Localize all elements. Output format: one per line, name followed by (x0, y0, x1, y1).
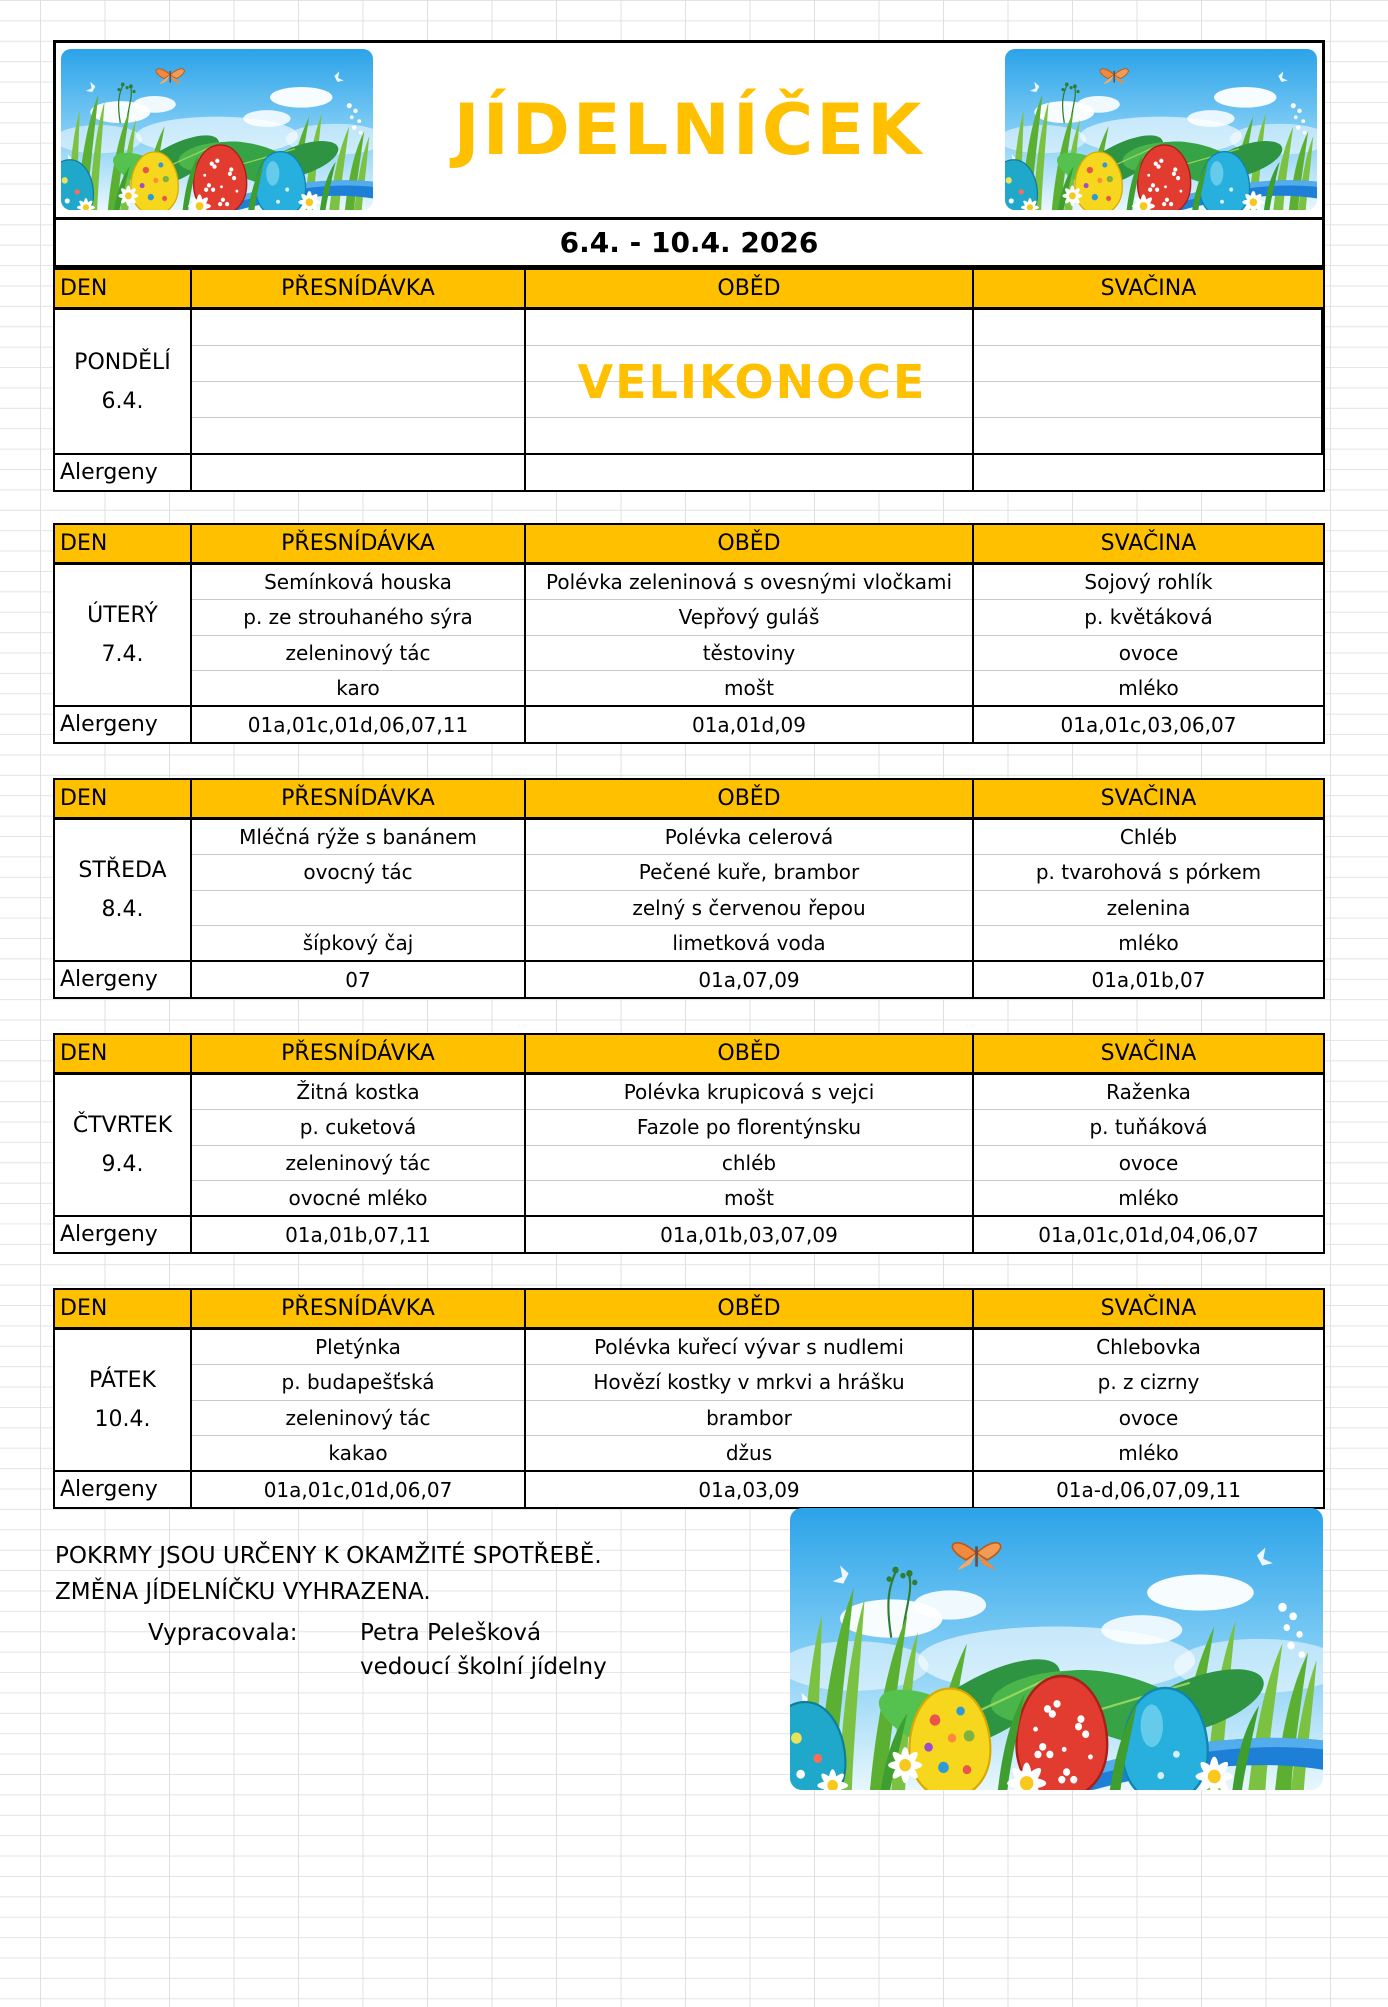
lunch-cell (526, 820, 974, 960)
column-header-obed: OBĚD (526, 525, 974, 562)
menu-table-monday (53, 268, 1325, 492)
menu-table-wednesday (53, 778, 1325, 999)
day-cell-monday (55, 310, 192, 453)
menu-item: zelný s červenou řepou (526, 890, 972, 925)
prepared-by-role: vedoucí školní jídelny (360, 1654, 607, 1680)
allergens-label: Alergeny (55, 707, 192, 742)
easter-banner-image-right (1005, 49, 1317, 210)
column-header-den: DEN (55, 780, 192, 817)
column-header-svacina: SVAČINA (1100, 786, 1197, 811)
column-header-presnidavka: PŘESNÍDÁVKA (192, 1290, 526, 1327)
menu-item: Raženka (1106, 1080, 1191, 1105)
column-header-svacina: SVAČINA (1100, 1296, 1197, 1321)
column-header-presnidavka: PŘESNÍDÁVKA (192, 525, 526, 562)
day-name: PONDĚLÍ (74, 349, 171, 375)
allergen-value: 01a,07,09 (526, 962, 974, 997)
column-header-presnidavka: PŘESNÍDÁVKA (192, 270, 526, 307)
column-header-svacina: SVAČINA (1100, 1041, 1197, 1066)
column-header-obed: OBĚD (526, 1290, 974, 1327)
menu-item: ovocné mléko (192, 1180, 524, 1215)
menu-item: limetková voda (526, 925, 972, 960)
menu-item: Semínková houska (264, 570, 452, 595)
day-name: ÚTERÝ (87, 603, 158, 628)
menu-item: zeleninový tác (192, 1400, 524, 1435)
allergens-label: Alergeny (55, 962, 192, 997)
menu-item: p. květáková (974, 599, 1323, 634)
menu-item: p. cuketová (192, 1109, 524, 1144)
menu-item: mošt (526, 1180, 972, 1215)
allergen-value: 07 (192, 962, 526, 997)
easter-banner-image-bottom (790, 1508, 1323, 1790)
menu-item: p. tvarohová s pórkem (974, 854, 1323, 889)
table-header-row (55, 270, 1323, 310)
menu-item: Sojový rohlík (1084, 570, 1213, 595)
column-header-svacina: SVAČINA (1100, 276, 1197, 301)
menu-item: Žitná kostka (296, 1080, 420, 1105)
menu-item: džus (526, 1435, 972, 1470)
menu-item: Fazole po florentýnsku (526, 1109, 972, 1144)
column-header-den: DEN (55, 525, 192, 562)
snack-am-cell (192, 310, 526, 453)
allergen-value: 01a,03,09 (526, 1472, 974, 1507)
allergen-value: 01a,01c,03,06,07 (1060, 712, 1237, 737)
menu-item: ovoce (974, 1145, 1323, 1180)
allergen-value (192, 455, 526, 490)
day-date: 10.4. (94, 1407, 151, 1432)
day-cell-tuesday (55, 565, 192, 705)
menu-table-friday (53, 1288, 1325, 1509)
menu-item: zelenina (974, 890, 1323, 925)
lunch-cell (526, 565, 974, 705)
allergens-row (55, 960, 1323, 997)
menu-item: zeleninový tác (192, 1145, 524, 1180)
snack-pm-cell (974, 1075, 1323, 1215)
allergens-row (55, 453, 1323, 490)
menu-item: Pečené kuře, brambor (526, 854, 972, 889)
menu-item: těstoviny (526, 635, 972, 670)
menu-item: Hovězí kostky v mrkvi a hrášku (526, 1364, 972, 1399)
menu-item: Pletýnka (315, 1335, 401, 1360)
menu-item: Polévka krupicová s vejci (623, 1080, 875, 1105)
day-date: 6.4. (101, 388, 144, 414)
menu-item: ovoce (974, 635, 1323, 670)
day-cell-thursday (55, 1075, 192, 1215)
menu-item: Chléb (1119, 825, 1178, 850)
allergen-value: 01a,01c,01d,04,06,07 (1038, 1222, 1259, 1247)
menu-item: mléko (974, 1180, 1323, 1215)
menu-item: Chlebovka (1096, 1335, 1201, 1360)
allergen-value: 01a-d,06,07,09,11 (1056, 1477, 1241, 1502)
column-header-obed: OBĚD (526, 780, 974, 817)
menu-item: mošt (526, 670, 972, 705)
day-name: PÁTEK (89, 1368, 156, 1393)
allergen-value: 01a,01b,03,07,09 (526, 1217, 974, 1252)
allergens-row (55, 705, 1323, 742)
snack-am-cell (192, 1075, 526, 1215)
menu-item: chléb (526, 1145, 972, 1180)
day-date: 9.4. (101, 1152, 144, 1177)
menu-item: mléko (974, 925, 1323, 960)
footer-note-line1: POKRMY JSOU URČENY K OKAMŽITÉ SPOTŘEBĚ. (55, 1543, 602, 1569)
table-header-row (55, 780, 1323, 820)
snack-pm-cell (974, 565, 1323, 705)
column-header-obed: OBĚD (526, 1035, 974, 1072)
date-range: 6.4. - 10.4. 2026 (53, 220, 1325, 268)
allergen-value: 01a,01b,07 (1091, 967, 1206, 992)
allergen-value: 01a,01c,01d,06,07 (192, 1472, 526, 1507)
table-header-row (55, 1035, 1323, 1075)
menu-item: brambor (526, 1400, 972, 1435)
menu-item: p. ze strouhaného sýra (192, 599, 524, 634)
lunch-cell (526, 1075, 974, 1215)
menu-table-tuesday (53, 523, 1325, 744)
menu-item: kakao (192, 1435, 524, 1470)
snack-pm-cell (974, 310, 1323, 453)
column-header-den: DEN (55, 1290, 192, 1327)
column-header-den: DEN (55, 270, 192, 307)
menu-item: mléko (974, 1435, 1323, 1470)
page-title: JÍDELNÍČEK (453, 89, 925, 171)
column-header-svacina: SVAČINA (1100, 531, 1197, 556)
day-date: 8.4. (101, 897, 144, 922)
menu-item: Polévka celerová (664, 825, 834, 850)
column-header-presnidavka: PŘESNÍDÁVKA (192, 1035, 526, 1072)
column-header-obed: OBĚD (526, 270, 974, 307)
menu-item: p. tuňáková (974, 1109, 1323, 1144)
menu-item: ovoce (974, 1400, 1323, 1435)
day-cell-friday (55, 1330, 192, 1470)
snack-am-cell (192, 820, 526, 960)
easter-banner-image-left (61, 49, 373, 210)
menu-item: zeleninový tác (192, 635, 524, 670)
allergens-label: Alergeny (55, 1472, 192, 1507)
snack-pm-cell (974, 1330, 1323, 1470)
menu-item: p. z cizrny (974, 1364, 1323, 1399)
footer-note-line2: ZMĚNA JÍDELNÍČKU VYHRAZENA. (55, 1579, 431, 1605)
snack-pm-cell (974, 820, 1323, 960)
menu-item: karo (192, 670, 524, 705)
allergen-value: 01a,01b,07,11 (192, 1217, 526, 1252)
menu-item: Polévka kuřecí vývar s nudlemi (594, 1335, 904, 1360)
day-name: ČTVRTEK (72, 1113, 173, 1138)
table-header-row (55, 525, 1323, 565)
column-header-den: DEN (55, 1035, 192, 1072)
allergen-value: 01a,01c,01d,06,07,11 (192, 707, 526, 742)
menu-header (53, 40, 1325, 220)
allergens-label: Alergeny (55, 1217, 192, 1252)
allergens-row (55, 1470, 1323, 1507)
menu-item: Vepřový guláš (526, 599, 972, 634)
day-cell-wednesday (55, 820, 192, 960)
menu-item: Mléčná rýže s banánem (239, 825, 477, 850)
table-header-row (55, 1290, 1323, 1330)
menu-item: p. budapešťská (192, 1364, 524, 1399)
prepared-by-label: Vypracovala: (148, 1620, 298, 1646)
menu-item: Polévka zeleninová s ovesnými vločkami (545, 570, 952, 595)
menu-item: šípkový čaj (192, 925, 524, 960)
menu-item (192, 890, 524, 925)
lunch-cell (526, 1330, 974, 1470)
menu-item: mléko (974, 670, 1323, 705)
snack-am-cell (192, 1330, 526, 1470)
allergen-value (974, 455, 1323, 490)
allergens-label: Alergeny (55, 455, 192, 490)
prepared-by-name: Petra Pelešková (360, 1620, 542, 1646)
allergen-value (526, 455, 974, 490)
column-header-presnidavka: PŘESNÍDÁVKA (192, 780, 526, 817)
holiday-note: VELIKONOCE (577, 354, 927, 409)
snack-am-cell (192, 565, 526, 705)
day-date: 7.4. (101, 642, 144, 667)
menu-item: ovocný tác (192, 854, 524, 889)
allergen-value: 01a,01d,09 (526, 707, 974, 742)
menu-table-thursday (53, 1033, 1325, 1254)
allergens-row (55, 1215, 1323, 1252)
day-name: STŘEDA (78, 858, 167, 883)
